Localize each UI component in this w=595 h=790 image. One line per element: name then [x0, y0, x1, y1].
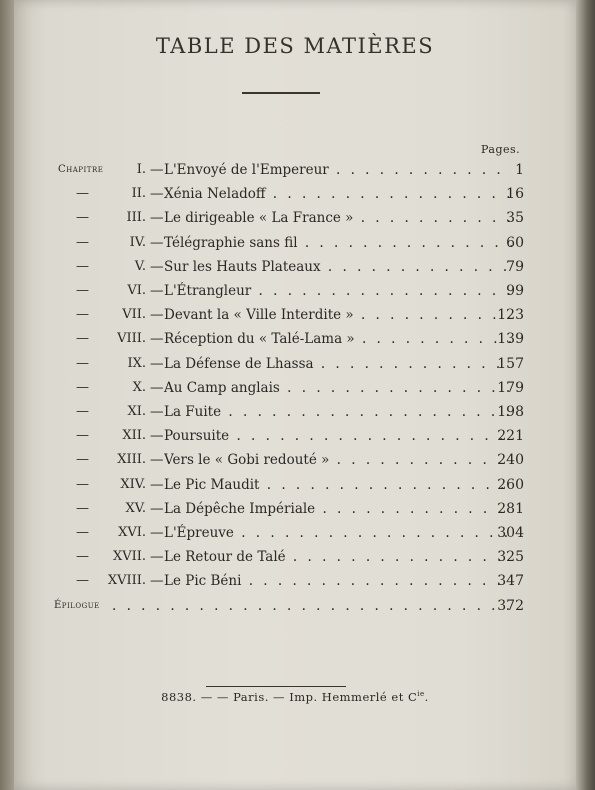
- toc-row: [14, 352, 576, 376]
- chapter-title: Sur les Hauts Plateaux . . .: [164, 255, 512, 279]
- chapter-title: Le Retour de Talé . . .: [164, 545, 512, 569]
- toc-row: [14, 569, 576, 593]
- separator-dash: —: [150, 476, 164, 493]
- chapter-numeral: VII.: [122, 307, 146, 323]
- separator-dash: —: [150, 549, 164, 566]
- ditto-dash: —: [76, 355, 90, 371]
- chapter-numeral: XI.: [127, 404, 146, 419]
- separator-dash: —: [150, 452, 164, 469]
- ditto-dash: —: [76, 452, 90, 468]
- separator-dash: —: [150, 379, 164, 396]
- epilogue-leader-dots: [112, 594, 512, 618]
- page-number: 99: [506, 283, 524, 299]
- page-number: 139: [497, 331, 524, 348]
- separator-dash: —: [150, 307, 164, 324]
- chapter-numeral: IV.: [129, 234, 146, 250]
- page-number: 325: [497, 549, 524, 566]
- page-number: 260: [497, 476, 524, 493]
- chapter-numeral: II.: [131, 186, 146, 202]
- separator-dash: —: [150, 331, 164, 348]
- page-number: 347: [497, 573, 524, 590]
- separator-dash: —: [150, 525, 164, 541]
- chapter-numeral: V.: [134, 258, 146, 274]
- separator-dash: —: [150, 162, 164, 178]
- chapter-title: Télégraphie sans fil . . .: [164, 231, 512, 255]
- separator-dash: —: [150, 355, 164, 372]
- separator-dash: —: [150, 404, 164, 420]
- chapter-numeral: IX.: [127, 355, 146, 371]
- page-number: 60: [506, 234, 524, 251]
- page-number: 372: [497, 597, 524, 614]
- book-spine-shadow: [0, 0, 14, 790]
- chapter-title: Xénia Neladoff . . .: [164, 182, 512, 206]
- chapter-title: La Dépêche Impériale . . .: [164, 497, 512, 521]
- toc-row: [14, 424, 576, 448]
- pages-column-label: Pages.: [481, 143, 521, 156]
- chapter-title: La Fuite . . .: [164, 400, 512, 424]
- chapter-title: L'Étrangleur . . .: [164, 279, 512, 303]
- chapter-numeral: VIII.: [117, 331, 146, 347]
- ditto-dash: —: [76, 379, 90, 395]
- chapter-numeral: XIII.: [117, 452, 146, 468]
- ditto-dash: —: [76, 186, 90, 202]
- chapter-numeral: XVII.: [112, 549, 146, 565]
- ditto-dash: —: [76, 234, 90, 250]
- separator-dash: —: [150, 428, 164, 445]
- book-page-edge: [576, 0, 595, 790]
- separator-dash: —: [150, 283, 164, 299]
- page-number: 16: [506, 186, 524, 203]
- ditto-dash: —: [76, 210, 90, 226]
- title-rule: [242, 92, 320, 94]
- toc-row: [14, 279, 576, 303]
- chapitre-label: Chapitre: [58, 164, 104, 175]
- page-number: 240: [497, 452, 524, 469]
- ditto-dash: —: [76, 549, 90, 565]
- toc-row: [14, 182, 576, 206]
- footer-city: Paris.: [233, 690, 269, 704]
- ditto-dash: —: [76, 573, 90, 589]
- page-title: TABLE DES MATIÈRES: [155, 34, 435, 58]
- toc-row: [14, 255, 576, 279]
- chapter-title: Le Pic Maudit . . .: [164, 473, 512, 497]
- footer-dash: —: [216, 690, 229, 704]
- page-number: 157: [497, 355, 524, 372]
- chapter-title: Au Camp anglais . . .: [164, 376, 512, 400]
- toc-row: [14, 206, 576, 230]
- page-number: 304: [497, 525, 524, 541]
- footer-dash: —: [273, 690, 286, 704]
- page-number: 281: [497, 500, 524, 517]
- footer-rule: [206, 686, 346, 687]
- footer-end: .: [424, 690, 429, 704]
- footer-dash: —: [200, 690, 213, 704]
- ditto-dash: —: [76, 258, 90, 274]
- page-number: 1: [515, 162, 524, 178]
- chapter-numeral: XVIII.: [107, 573, 146, 589]
- toc-row-epilogue: [14, 594, 576, 618]
- chapter-numeral: I.: [136, 162, 146, 177]
- chapter-numeral: XIV.: [120, 476, 146, 492]
- page-number: 79: [506, 258, 524, 275]
- separator-dash: —: [150, 258, 164, 275]
- chapter-title: L'Envoyé de l'Empereur . . .: [164, 158, 512, 182]
- toc-row: [14, 327, 576, 351]
- toc-row: [14, 303, 576, 327]
- chapter-title: L'Épreuve . . .: [164, 521, 512, 545]
- chapter-title: La Défense de Lhassa . . .: [164, 352, 512, 376]
- separator-dash: —: [150, 186, 164, 203]
- ditto-dash: —: [76, 283, 90, 298]
- chapter-title: Le dirigeable « La France » . . .: [164, 206, 512, 230]
- toc-row: [14, 158, 576, 182]
- footer-printer: Imp. Hemmerlé et C: [289, 690, 418, 704]
- ditto-dash: —: [76, 476, 90, 492]
- chapter-numeral: XV.: [125, 500, 146, 516]
- page-number: 179: [497, 379, 524, 396]
- ditto-dash: —: [76, 428, 90, 444]
- toc-row: [14, 473, 576, 497]
- toc-row: [14, 521, 576, 545]
- printer-footer: [14, 690, 576, 704]
- toc-row: [14, 545, 576, 569]
- toc-row: [14, 448, 576, 472]
- ditto-dash: —: [76, 525, 90, 540]
- separator-dash: —: [150, 210, 164, 227]
- chapter-numeral: VI.: [127, 283, 146, 298]
- chapter-numeral: XII.: [122, 428, 146, 444]
- page-number: 123: [497, 307, 524, 324]
- print-number: 8838.: [161, 690, 197, 704]
- chapter-numeral: XVI.: [118, 525, 146, 540]
- chapter-title: Poursuite . . .: [164, 424, 512, 448]
- chapter-numeral: III.: [126, 210, 146, 226]
- chapter-title: Devant la « Ville Interdite » . . .: [164, 303, 512, 327]
- chapter-title: Vers le « Gobi redouté » . . .: [164, 448, 512, 472]
- page-number: 198: [497, 404, 524, 420]
- separator-dash: —: [150, 500, 164, 517]
- toc-row: [14, 497, 576, 521]
- toc-row: [14, 376, 576, 400]
- page-number: 221: [497, 428, 524, 445]
- page-number: 35: [506, 210, 524, 227]
- chapter-numeral: X.: [132, 379, 146, 395]
- epilogue-label: Épilogue: [54, 599, 100, 611]
- toc-row: [14, 231, 576, 255]
- separator-dash: —: [150, 234, 164, 251]
- toc-row: [14, 400, 576, 424]
- footer-printer-suffix: ie: [417, 690, 425, 699]
- chapter-title: Le Pic Béni . . .: [164, 569, 512, 593]
- book-page: [14, 0, 576, 790]
- chapter-title: Réception du « Talé-Lama » . . .: [164, 327, 512, 351]
- ditto-dash: —: [76, 500, 90, 516]
- separator-dash: —: [150, 573, 164, 590]
- ditto-dash: —: [76, 331, 90, 347]
- ditto-dash: —: [76, 404, 90, 419]
- ditto-dash: —: [76, 307, 90, 323]
